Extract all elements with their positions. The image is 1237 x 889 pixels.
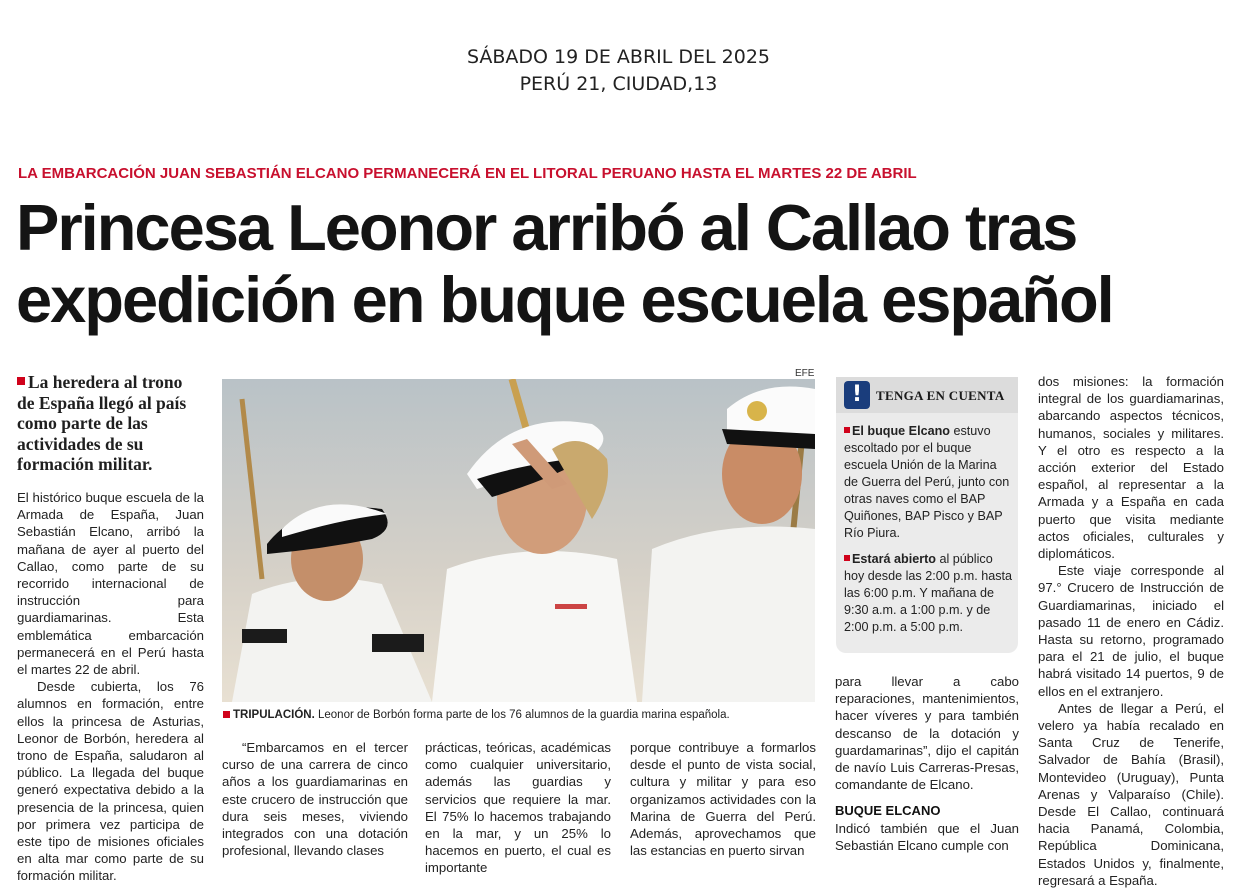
bullet-square-icon [844, 427, 850, 433]
lead-paragraph [17, 372, 202, 475]
col3-paragraph: prácticas, teóricas, académicas como cualquier universitario, además las guardias y servicios que requiere la mar. El 75% lo hacemos trabajando en la mar, y un 25% lo hacemos en puerto, el cual es importante [425, 740, 611, 876]
box-item-1-text: estuvo escoltado por el buque escuela Unión de la Marina de Guerra del Perú, junto con otras naves como el BAP Quiñones, BAP Pisco y BAP Río Piura. [844, 424, 1010, 540]
dateline-section: PERÚ 21, CIUDAD,13 [519, 73, 718, 95]
box-item-2-text: al público hoy desde las 2:00 p.m. hasta las 6:00 p.m. Y mañana de 9:30 a.m. a 1:00 p.m. y de 2:00 p.m. a 5:00 p.m. [844, 552, 1013, 634]
photo-illustration [222, 379, 815, 702]
bullet-square-icon [223, 711, 230, 718]
column-5 [835, 673, 1019, 854]
bullet-square-icon [844, 555, 850, 561]
col1-paragraph-1: El histórico buque escuela de la Armada de España, Juan Sebastián Elcano, arribó la mañana de ayer al puerto del Callao, como parte de su recorrido internacional de instrucción para guardiamarinas. Esta emblemática embarcación permanecerá en el Perú hasta el martes 22 de abril. [17, 490, 204, 678]
box-item-1 [844, 423, 1014, 542]
caption-text: Leonor de Borbón forma parte de los 76 alumnos de la guardia marina española. [317, 709, 730, 721]
column-3 [425, 739, 611, 877]
tenga-en-cuenta-box [836, 377, 1018, 653]
lead-text: La heredera al trono de España llegó al país como parte de las actividades de su formación militar. [17, 372, 187, 474]
box-title: TENGA EN CUENTA [876, 388, 1005, 403]
news-photo [222, 379, 815, 702]
box-body [844, 423, 1014, 645]
box-item-2-bold: Estará abierto [852, 552, 936, 566]
photo-credit: EFE [795, 368, 815, 379]
col2-paragraph: “Embarcamos en el tercer curso de una carrera de cinco años a los guardiamarinas en este crucero de instrucción que dura seis meses, viviendo integrados con una dotación profesional, llevando clases [222, 740, 408, 859]
col1-paragraph-2: Desde cubierta, los 76 alumnos en formación, entre ellos la princesa de Asturias, Leonor de Borbón, heredera al trono de España, saludaron al público. La llegada del buque generó expectativa debido a la presencia de la princesa, quien por primera vez participa de este tipo de misiones oficiales en alta mar como parte de su formación militar. [17, 679, 204, 884]
kicker: LA EMBARCACIÓN JUAN SEBASTIÁN ELCANO PERMANECERÁ EN EL LITORAL PERUANO HASTA EL MARTES 22 DE ABRIL [18, 165, 917, 182]
column-1 [17, 489, 204, 885]
col5-paragraph-2: Indicó también que el Juan Sebastián Elcano cumple con [835, 820, 1019, 853]
subhead-buque-elcano: BUQUE ELCANO [835, 803, 941, 819]
bullet-square-icon [17, 377, 25, 385]
col6-paragraph-1: dos misiones: la formación integral de los guardiamarinas, abarcando aspectos técnicos, humanos, sociales y militares. Y el otro es respecto a la acción exterior del Estado español, al representar a la Armada y a España en cada puerto que visita mediante actos oficiales, culturales y diplomáticos. [1038, 374, 1224, 562]
caption-label: TRIPULACIÓN. [233, 709, 315, 721]
column-6 [1038, 373, 1224, 889]
dateline-date: SÁBADO 19 DE ABRIL DEL 2025 [466, 46, 771, 68]
box-item-2 [844, 551, 1014, 636]
headline [16, 192, 1226, 336]
box-item-1-bold: El buque Elcano [852, 424, 950, 438]
col6-paragraph-3: Antes de llegar a Perú, el velero ya había recalado en Santa Cruz de Tenerife, Salvador de Bahía (Brasil), Montevideo (Uruguay), Punta Arenas y Valparaíso (Chile). Desde El Callao, continuará hacia Panamá, Colombia, República Dominicana, Estados Unidos y, finalmente, regresará a España. [1038, 700, 1224, 888]
box-header [836, 377, 1018, 413]
exclamation-icon: ! [844, 381, 870, 409]
column-4 [630, 739, 816, 859]
col5-paragraph-1: para llevar a cabo reparaciones, mantenimientos, hacer víveres y para también descanso de la dotación y guardamarinas”, dijo el capitán de navío Luis Carreras-Presas, comandante de Elcano. [835, 674, 1019, 793]
col4-paragraph: porque contribuye a formarlos desde el punto de vista social, cultura y militar y para eso organizamos actividades con la Marina de Guerra del Perú. Además, aprovechamos que las estancias en puerto sirvan [630, 740, 816, 859]
photo-caption [223, 709, 730, 721]
headline-line-1: Princesa Leonor arribó al Callao tras [16, 191, 1077, 264]
col6-paragraph-2: Este viaje corresponde al 97.° Crucero de Instrucción de Guardiamarinas, iniciado el pasado 11 de enero en Cádiz. Hasta su retorno, programado para el 21 de julio, el buque habrá visitado 14 puertos, 9 de ellos en el extranjero. [1038, 563, 1224, 699]
headline-line-2: expedición en buque escuela español [16, 263, 1113, 336]
column-2 [222, 739, 408, 859]
